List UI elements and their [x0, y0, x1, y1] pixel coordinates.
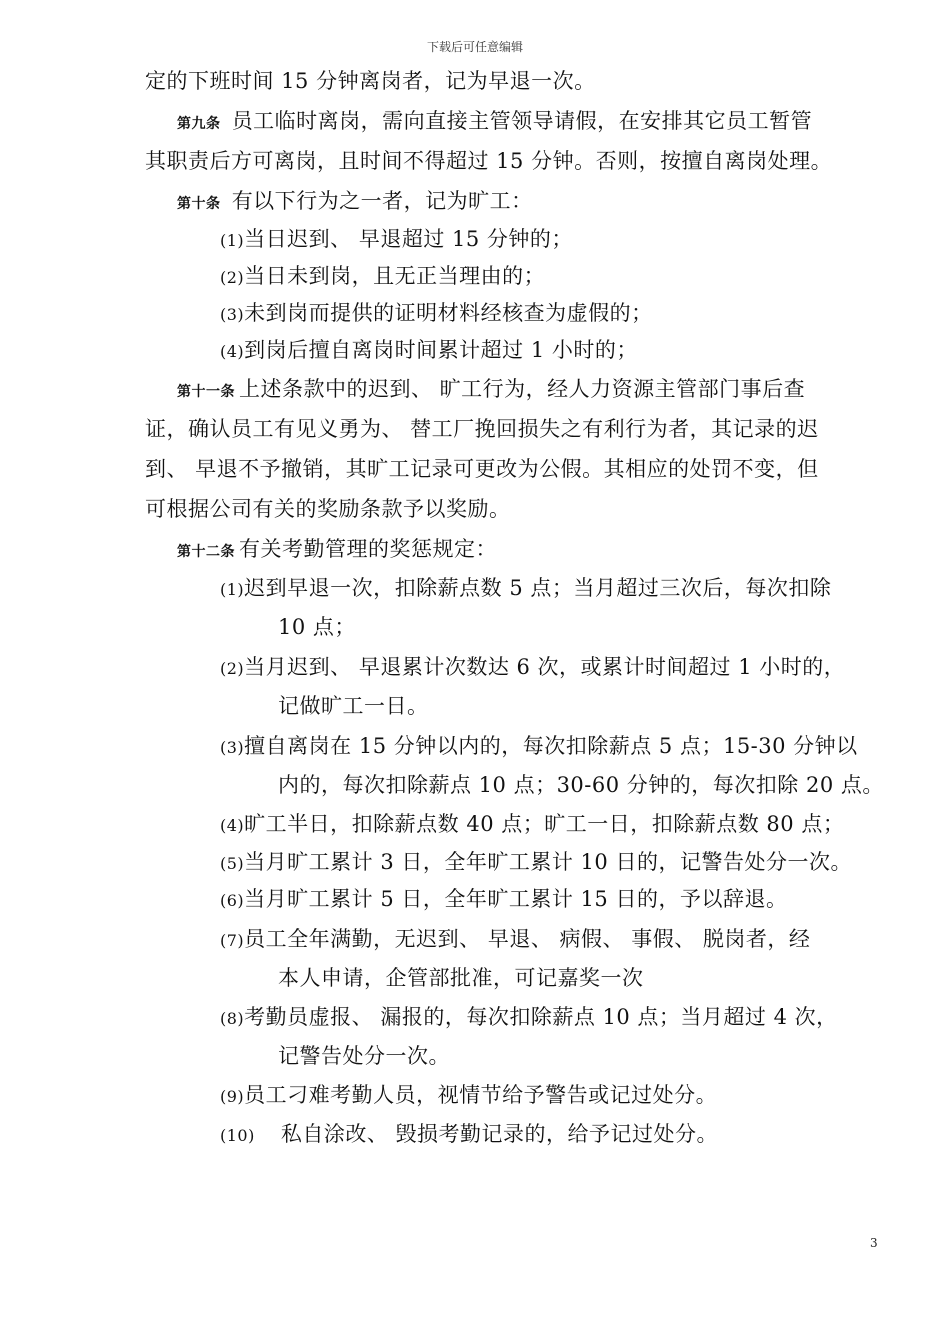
- paragraph-line: 到、 早退不予撤销，其旷工记录可更改为公假。其相应的处罚不变，但: [145, 457, 819, 481]
- list-item: [220, 1080, 717, 1112]
- item-text: 考勤员虚报、 漏报的，每次扣除薪点 10 点；当月超过 4 次，: [244, 1005, 838, 1029]
- item-text: 员工刁难考勤人员，视情节给予警告或记过处分。: [244, 1083, 718, 1107]
- article-text: 上述条款中的迟到、 旷工行为，经人力资源主管部门事后查: [239, 377, 806, 401]
- item-number: (3): [220, 738, 245, 757]
- list-item: [220, 847, 852, 879]
- article-12-line: [177, 534, 497, 567]
- list-item-continuation: 记警告处分一次。: [278, 1044, 450, 1068]
- page-header: 下载后可任意编辑: [426, 40, 523, 54]
- item-number: (3): [220, 305, 245, 324]
- item-number: (5): [220, 854, 245, 873]
- list-item: [220, 224, 573, 256]
- item-number: (8): [220, 1009, 245, 1028]
- item-text: 当日未到岗，且无正当理由的；: [244, 264, 546, 288]
- paragraph-line: 可根据公司有关的奖励条款予以奖励。: [145, 497, 511, 521]
- paragraph-line: 证，确认员工有见义勇为、 替工厂挽回损失之有利行为者，其记录的迟: [145, 417, 819, 441]
- article-11-line: [177, 374, 805, 407]
- article-text: 有关考勤管理的奖惩规定：: [239, 537, 497, 561]
- list-item-continuation: 记做旷工一日。: [278, 694, 429, 718]
- item-text: 旷工半日，扣除薪点数 40 点；旷工一日，扣除薪点数 80 点；: [244, 812, 845, 836]
- article-label: 第十条: [177, 196, 221, 212]
- article-label: 第十二条: [177, 544, 235, 560]
- article-text: 有以下行为之一者，记为旷工：: [231, 189, 533, 213]
- article-text: 员工临时离岗，需向直接主管领导请假，在安排其它员工暂管: [231, 109, 813, 133]
- list-item: [220, 652, 845, 684]
- item-number: (9): [220, 1087, 245, 1106]
- item-text: 员工全年满勤，无迟到、 早退、 病假、 事假、 脱岗者，经: [244, 927, 811, 951]
- item-number: (10): [220, 1126, 255, 1145]
- item-number: (2): [220, 659, 245, 678]
- list-item: [220, 298, 653, 330]
- article-9-line: [177, 106, 812, 139]
- item-number: (4): [220, 816, 245, 835]
- list-item: [220, 261, 545, 293]
- list-item-continuation: 10 点；: [278, 615, 356, 639]
- paragraph-line: 其职责后方可离岗，且时间不得超过 15 分钟。否则，按擅自离岗处理。: [145, 149, 833, 173]
- list-item: [220, 809, 844, 841]
- list-item-continuation: 本人申请，企管部批准，可记嘉奖一次: [278, 966, 644, 990]
- list-item: [220, 1002, 838, 1034]
- item-number: (4): [220, 342, 245, 361]
- paragraph-line: 定的下班时间 15 分钟离岗者，记为早退一次。: [145, 69, 596, 93]
- item-text: 当月旷工累计 5 日，全年旷工累计 15 日的，予以辞退。: [244, 887, 788, 911]
- item-text: 迟到早退一次，扣除薪点数 5 点；当月超过三次后，每次扣除: [244, 576, 832, 600]
- list-item: [220, 1119, 718, 1151]
- list-item-continuation: 内的，每次扣除薪点 10 点；30-60 分钟的，每次扣除 20 点。: [278, 773, 884, 797]
- item-text: 当月迟到、 早退累计次数达 6 次，或累计时间超过 1 小时的，: [244, 655, 846, 679]
- item-number: (7): [220, 931, 245, 950]
- list-item: [220, 924, 810, 956]
- list-item: [220, 335, 638, 367]
- item-text: 当日迟到、 早退超过 15 分钟的；: [244, 227, 573, 251]
- item-text: 到岗后擅自离岗时间累计超过 1 小时的；: [244, 338, 638, 362]
- page-number: 3: [870, 1236, 878, 1250]
- list-item: [220, 573, 831, 605]
- item-text: 私自涂改、 毁损考勤记录的，给予记过处分。: [280, 1122, 719, 1146]
- list-item: [220, 884, 787, 916]
- item-text: 未到岗而提供的证明材料经核查为虚假的；: [244, 301, 653, 325]
- item-number: (2): [220, 268, 245, 287]
- item-number: (6): [220, 891, 245, 910]
- list-item: [220, 731, 858, 763]
- article-10-line: [177, 186, 533, 219]
- item-number: (1): [220, 580, 245, 599]
- article-label: 第十一条: [177, 384, 235, 400]
- item-text: 擅自离岗在 15 分钟以内的，每次扣除薪点 5 点；15-30 分钟以: [244, 734, 858, 758]
- item-text: 当月旷工累计 3 日，全年旷工累计 10 日的，记警告处分一次。: [244, 850, 852, 874]
- article-label: 第九条: [177, 116, 221, 132]
- item-number: (1): [220, 231, 245, 250]
